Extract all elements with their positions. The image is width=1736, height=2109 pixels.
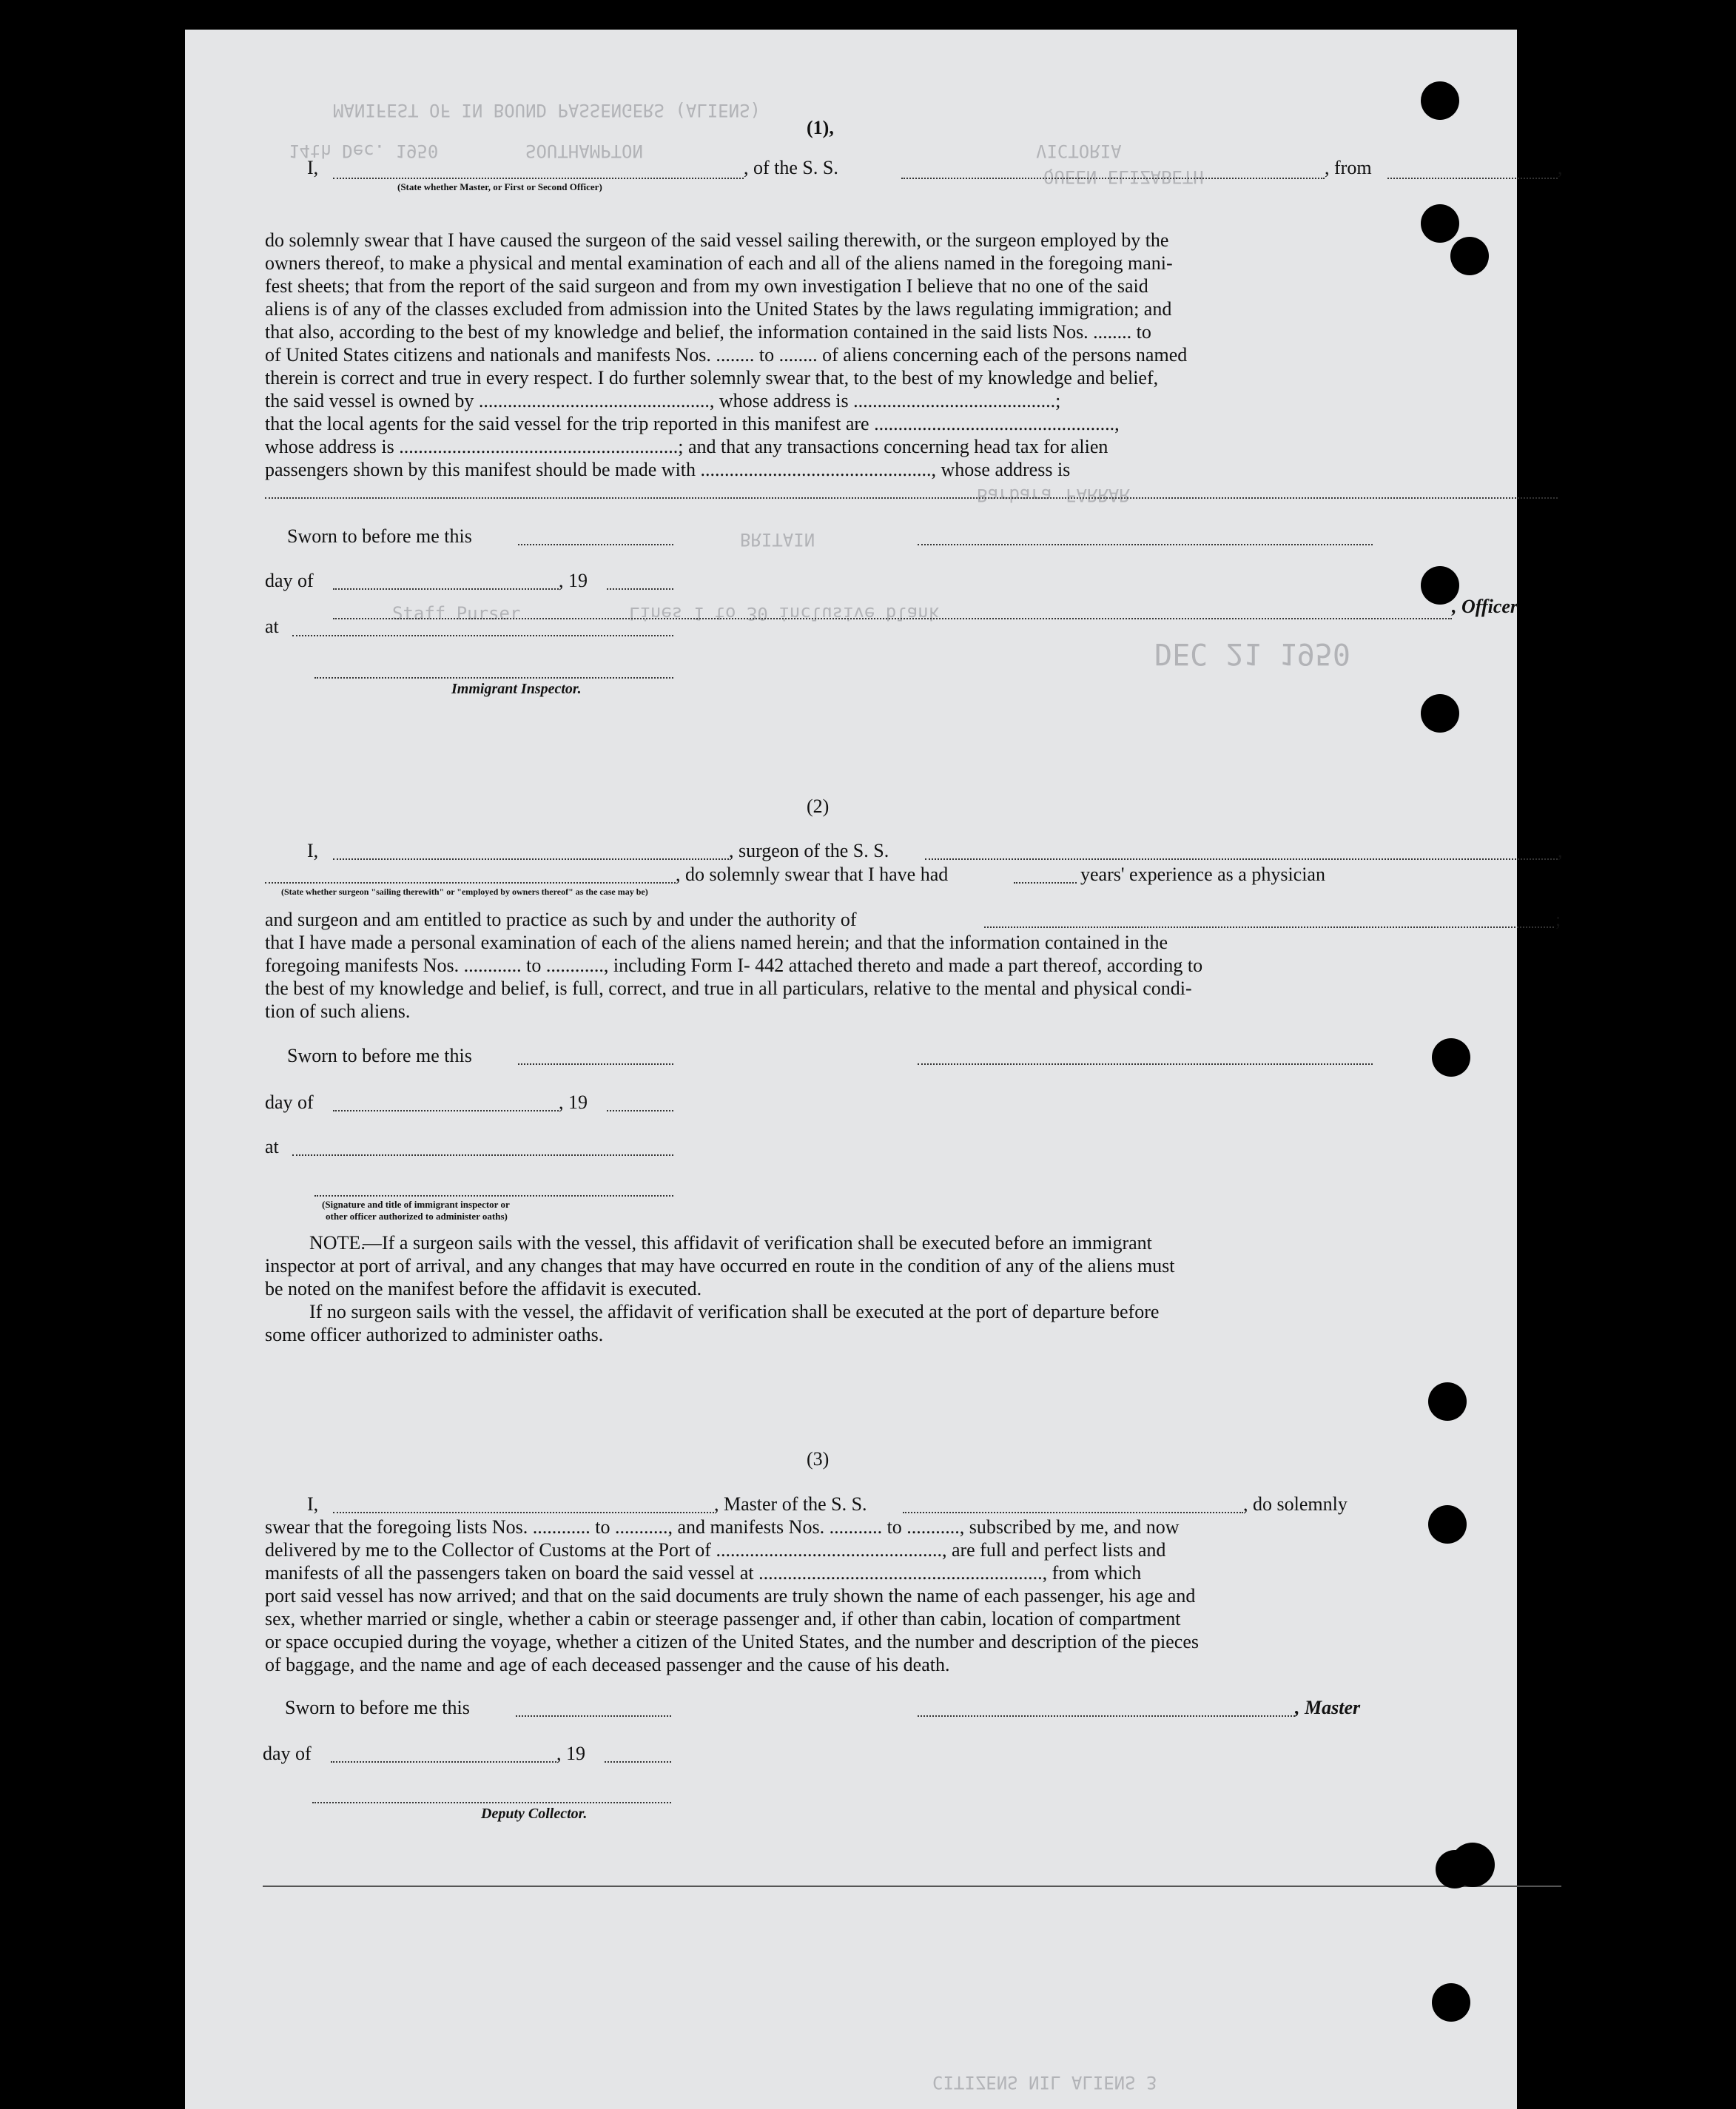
s1-at-line [292,635,673,636]
s1-i-label: I, [307,157,319,178]
s1-officer-note: (State whether Master, or First or Second Officer) [397,181,602,192]
punch-hole [1421,204,1459,243]
s2-note-1: inspector at port of arrival, and any changes that may have occurred en route in the condition of any of the aliens must [265,1255,1175,1276]
s1-day-line [333,588,559,590]
s3-sworn-label: Sworn to before me this [285,1697,470,1718]
s1-address-line [265,497,1558,499]
s1-para-2: fest sheets; that from the report of the said surgeon and from my own investigation I believe that no one of the said [265,275,1148,297]
punch-hole [1421,694,1459,733]
s1-inspector-line [314,677,673,679]
s2-note-2: be noted on the manifest before the affidavit is executed. [265,1278,702,1299]
bleed-through-title: MANIFEST OF IN BOUND PASSENGERS (ALIENS) [333,100,761,121]
s3-para-3: port said vessel has now arrived; and that on the said documents are truly shown the name of each passenger, his age and [265,1585,1196,1607]
punch-hole [1421,81,1459,120]
s2-ship-line [925,858,1558,860]
s3-master-sign-label: , Master [1295,1697,1361,1718]
s1-day-label: day of [265,570,314,591]
punch-hole [1428,1505,1467,1544]
s2-swear-label: , do solemnly swear that I have had [676,864,949,885]
punch-hole [1432,1983,1470,2022]
punch-hole [1428,1382,1467,1421]
s3-collector-label: Deputy Collector. [481,1806,588,1822]
s2-note-4: some officer authorized to administer oaths. [265,1324,604,1345]
punch-hole [1432,1038,1470,1077]
s2-year-line [607,1110,673,1111]
s2-para-0: and surgeon and am entitled to practice as such by and under the authority of [265,909,857,930]
bleed-through-footer: CITIZENS NIL ALIENS 3 [932,2072,1157,2093]
s3-day-label: day of [263,1743,312,1764]
s2-status-line [265,882,676,884]
s3-line-end: , do solemnly [1243,1493,1348,1515]
s1-sworn-label: Sworn to before me this [287,525,472,547]
s3-para-5: or space occupied during the voyage, whether a citizen of the United States, and the number and description of the pieces [265,1631,1200,1652]
s1-year-label: , 19 [559,570,588,591]
s2-at-line [292,1154,673,1156]
s3-master-sign-line [918,1715,1295,1717]
bleed-through-surname: FARRAR [1066,485,1130,505]
s1-from-line [1387,178,1558,179]
s2-para-3: the best of my knowledge and belief, is full, correct, and true in all particulars, relative to the mental and physical condi- [265,978,1192,999]
s2-para-end: ; [1555,909,1561,930]
s2-status-note: (State whether surgeon "sailing therewith" or "employed by owners thereof" as the case may be) [281,887,648,897]
s3-collector-line [312,1802,671,1803]
s1-sworn-line [518,544,673,545]
s1-ship-line [901,178,1325,179]
s2-sworn-label: Sworn to before me this [287,1045,472,1066]
s2-para-2: foregoing manifests Nos. ............ to ............, including Form I- 442 attached thereto and made a part thereof, according to [265,955,1203,976]
section-2-heading: (2) [807,796,830,817]
s2-note-label: NOTE. [309,1232,366,1254]
bleed-through-date: 14th Dec. 1950 [289,141,439,161]
bottom-rule [263,1886,1561,1887]
s2-line-end: , [1558,840,1563,861]
bleed-through-port: SOUTHAMPTON [525,141,643,161]
punch-hole [1450,237,1489,275]
s2-para-4: tion of such aliens. [265,1000,411,1022]
s1-ss-label: , of the S. S. [744,157,838,178]
s1-para-3: aliens is of any of the classes excluded from admission into the United States by the laws regulating immigration; and [265,298,1172,320]
s2-sig-note-1: (Signature and title of immigrant inspector or [322,1199,510,1210]
s3-para-4: sex, whether married or single, whether a cabin or steerage passenger and, if other than cabin, location of compartment [265,1608,1181,1629]
s1-inspector-label: Immigrant Inspector. [451,681,582,697]
s3-ship-line [903,1512,1243,1513]
s2-note-0: —If a surgeon sails with the vessel, this affidavit of verification shall be executed before an immigrant [363,1232,1152,1254]
manifest-page [185,30,1563,2109]
s3-name-line [333,1512,714,1513]
s2-signature-line [918,1063,1373,1065]
s2-surgeon-label: , surgeon of the S. S. [729,840,889,861]
s1-officer-line [333,178,744,179]
bleed-through-date-stamp: DEC 21 1950 [1154,636,1350,670]
s3-para-2: manifests of all the passengers taken on board the said vessel at ..........................................................., from which [265,1562,1142,1584]
s1-para-9: whose address is ..........................................................; and that any transactions concerning head tax for alien [265,436,1108,457]
section-3-heading: (3) [807,1448,830,1470]
s1-at-label: at [265,616,279,637]
s3-para-0: swear that the foregoing lists Nos. ............ to ..........., and manifests Nos. ........... to ..........., subscribed by me, and now [265,1516,1180,1538]
s1-officer-label: , Officer [1452,596,1518,617]
s1-para-8: that the local agents for the said vessel for the trip reported in this manifest are .................................................., [265,413,1120,434]
punch-hole [1450,1843,1495,1887]
s1-signature-line [918,544,1373,545]
s1-para-7: the said vessel is owned by ................................................, whose address is ..........................................; [265,390,1061,411]
s3-day-line [331,1761,556,1763]
s3-para-1: delivered by me to the Collector of Customs at the Port of ..............................................., are full and perfect lists and [265,1539,1166,1561]
s2-inspector-line [314,1195,673,1197]
bleed-through-given-name: Barbara [977,485,1052,505]
s1-year-line [607,588,673,590]
s2-sworn-line [518,1063,673,1065]
s3-year-line [605,1761,671,1763]
s3-year-label: , 19 [556,1743,585,1764]
s2-day-line [333,1110,559,1111]
s1-para-10: passengers shown by this manifest should be made with ................................................, whose address is [265,459,1071,480]
s2-at-label: at [265,1136,279,1157]
bleed-through-vessel: QUEEN ELIZABETH [1043,166,1204,187]
s2-sig-note-2: other officer authorized to administer oaths) [326,1211,508,1222]
bleed-through-country: BRITAIN [740,529,815,550]
s1-para-0: do solemnly swear that I have caused the surgeon of the said vessel sailing therewith, or the surgeon employed by the [265,229,1169,251]
section-1-heading: (1), [807,117,834,138]
punch-hole [1421,566,1459,605]
s2-para-1: that I have made a personal examination of each of the aliens named herein; and that the information contained in the [265,932,1168,953]
s2-years-label: years' experience as a physician [1080,864,1325,885]
s1-para-6: therein is correct and true in every respect. I do further solemnly swear that, to the best of my knowledge and belief, [265,367,1159,388]
bleed-through-blank-lines: Lines 1 to 30 inclusive blank [629,603,940,624]
s3-master-label: , Master of the S. S. [714,1493,867,1515]
s2-year-label: , 19 [559,1092,588,1113]
s1-para-1: owners thereof, to make a physical and mental examination of each and all of the aliens named in the foregoing mani- [265,252,1173,274]
s1-officer-sign-line [333,618,1452,619]
s3-sworn-line [516,1715,671,1717]
s2-name-line [333,858,729,860]
s2-day-label: day of [265,1092,314,1113]
s1-from-label: , from [1325,157,1372,178]
s1-para-5: of United States citizens and nationals and manifests Nos. ........ to ........ of aliens concerning each of the persons named [265,344,1188,366]
bleed-through-ship: VICTORIA [1036,141,1122,161]
s1-line-end: , [1558,157,1563,178]
s2-authority-line [984,926,1554,928]
bleed-through-purser: Staff Purser [392,603,521,624]
s2-years-line [1014,882,1077,884]
s2-i-label: I, [307,840,319,861]
s1-para-4: that also, according to the best of my knowledge and belief, the information contained in the said lists Nos. ........ to [265,321,1151,343]
s3-i-label: I, [307,1493,319,1515]
s3-para-6: of baggage, and the name and age of each deceased passenger and the cause of his death. [265,1654,950,1675]
s2-note-3: If no surgeon sails with the vessel, the affidavit of verification shall be executed at the port of departure before [309,1301,1160,1322]
